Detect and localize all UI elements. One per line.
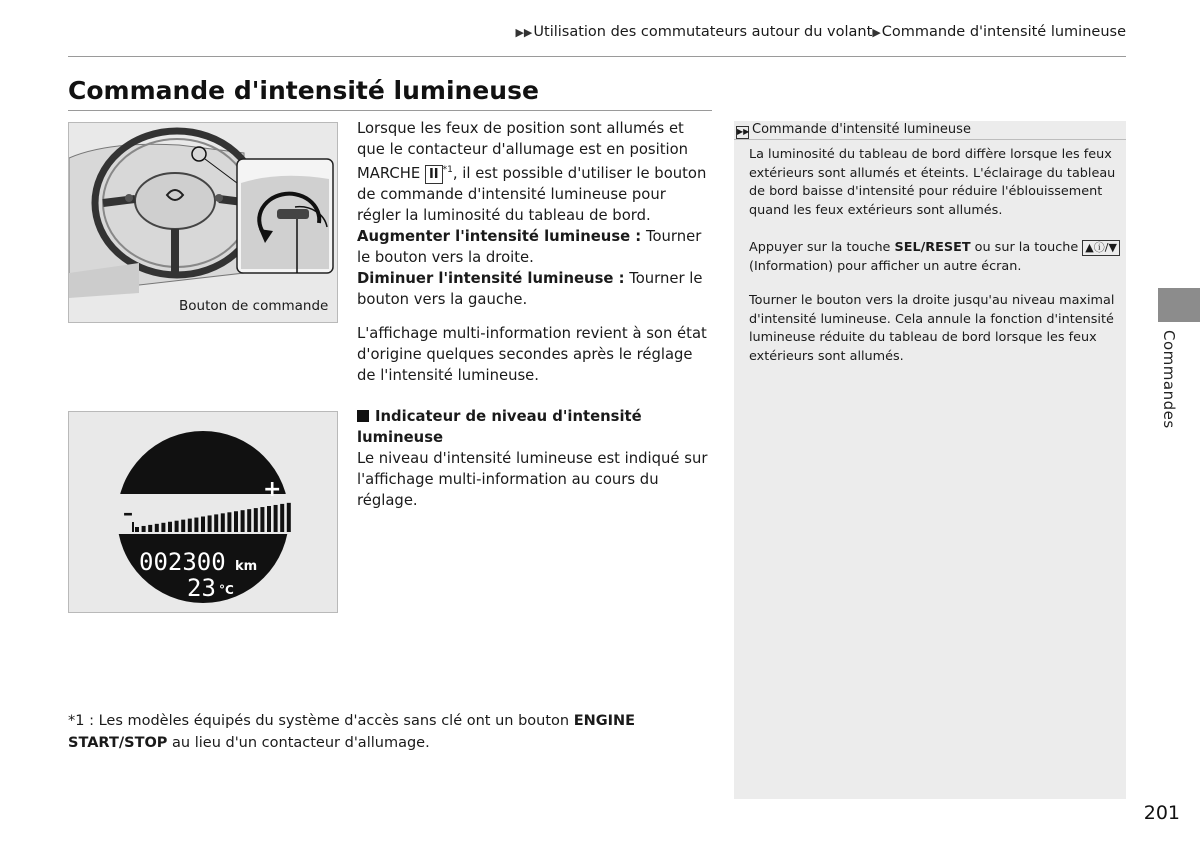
brightness-bar: [181, 520, 185, 532]
sidebar-notes: [734, 121, 1126, 799]
brightness-indicator-figure: [68, 411, 338, 613]
brightness-bar: [214, 514, 218, 532]
brightness-bar: [208, 515, 212, 532]
brightness-bar: [267, 506, 271, 532]
brightness-bar: [280, 504, 284, 532]
brightness-bar: [254, 508, 258, 532]
brightness-bar: [260, 507, 264, 532]
brightness-bar: [221, 513, 225, 532]
temperature-unit: °C: [219, 583, 234, 597]
increase-instruction: Augmenter l'intensité lumineuse : Tourner le bouton vers la droite.: [357, 227, 702, 266]
footnote-ref: *1: [442, 165, 453, 175]
figure-caption: Bouton de commande: [179, 298, 329, 314]
brightness-bar: [142, 526, 146, 532]
brightness-bar: [188, 519, 192, 532]
reset-paragraph: L'affichage multi-information revient à son état d'origine quelques secondes après le réglage de l'intensité lumineuse.: [357, 325, 707, 384]
page-number: 201: [1143, 802, 1180, 824]
brightness-bar: [234, 511, 238, 532]
sidebar-paragraph-3: Tourner le bouton vers la droite jusqu'au niveau maximal d'intensité lumineuse. Cela annule la fonction d'intensité lumineuse réduite du tableau de bord lorsque les feux extérieurs sont allumés.: [749, 293, 1115, 364]
steering-wheel-illustration: [69, 123, 337, 322]
info-arrow-keys-icon: ▲ⓘ/▼: [1082, 240, 1120, 256]
triangle-icon: ▶: [872, 26, 881, 39]
reference-arrow-icon: ▶▶: [736, 126, 749, 139]
double-triangle-icon: ▶▶: [515, 26, 533, 39]
brightness-bar: [201, 517, 205, 533]
section-text: Le niveau d'intensité lumineuse est indiqué sur l'affichage multi-information au cours du réglage.: [357, 450, 708, 509]
odometer-value: 002300: [139, 548, 226, 576]
minus-symbol: –: [123, 501, 133, 525]
intro-paragraphs: [357, 118, 711, 310]
odometer-unit: km: [235, 559, 258, 574]
chapter-tab-label: Commandes: [1160, 330, 1178, 429]
breadcrumb: [515, 24, 1126, 40]
intro-paragraph: Lorsque les feux de position sont allumés et que le contacteur d'allumage est en position MARCHE II $^{*1}$, il est possible d'utiliser le bouton de commande d'intensité lumineuse pour régler la luminosité du tableau de bord.: [357, 120, 707, 224]
brightness-bar: [175, 521, 179, 532]
black-square-icon: [357, 410, 369, 422]
chapter-tab-marker: [1158, 288, 1200, 322]
brightness-bar: [155, 524, 159, 532]
brightness-bar: [161, 523, 165, 532]
title-divider: [68, 110, 712, 111]
brightness-bar: [274, 505, 278, 532]
level-indicator-section: [357, 406, 711, 511]
sidebar-paragraph-1: La luminosité du tableau de bord diffère lorsque les feux extérieurs sont allumés et éteints. L'éclairage du tableau de bord baisse d'intensité pour réduire l'éblouissement quand les feux extérieurs sont allumés.: [749, 147, 1116, 218]
brightness-bar: [227, 512, 231, 532]
temperature-value: 23: [187, 574, 216, 602]
multi-info-display: [69, 412, 337, 612]
breadcrumb-part1: Utilisation des commutateurs autour du volant: [533, 24, 873, 40]
plus-symbol: +: [263, 477, 282, 502]
sidebar-title: ▶▶ Commande d'intensité lumineuse: [734, 121, 1126, 140]
section-heading: Indicateur de niveau d'intensité lumineuse: [357, 408, 642, 446]
brightness-bar: [247, 509, 251, 532]
top-divider: [68, 56, 1126, 57]
footnote: *1 : Les modèles équipés du système d'accès sans clé ont un bouton ENGINE START/STOP au lieu d'un contacteur d'allumage.: [68, 713, 636, 751]
brightness-bar: [148, 525, 152, 532]
breadcrumb-part2: Commande d'intensité lumineuse: [881, 24, 1126, 40]
steering-wheel-figure: [68, 122, 338, 323]
brightness-bar: [135, 527, 139, 532]
brightness-bar: [287, 503, 291, 532]
page-title: Commande d'intensité lumineuse: [68, 76, 539, 105]
brightness-bar: [241, 510, 245, 532]
brightness-bar: [168, 522, 172, 532]
decrease-instruction: Diminuer l'intensité lumineuse : Tourner le bouton vers la gauche.: [357, 269, 703, 308]
brightness-bar: [194, 518, 198, 532]
sidebar-paragraph-2: Appuyer sur la touche SEL/RESET ou sur la touche ▲ⓘ/▼ (Information) pour afficher un autre écran.: [749, 239, 1121, 276]
ignition-position-key: II: [425, 165, 443, 184]
